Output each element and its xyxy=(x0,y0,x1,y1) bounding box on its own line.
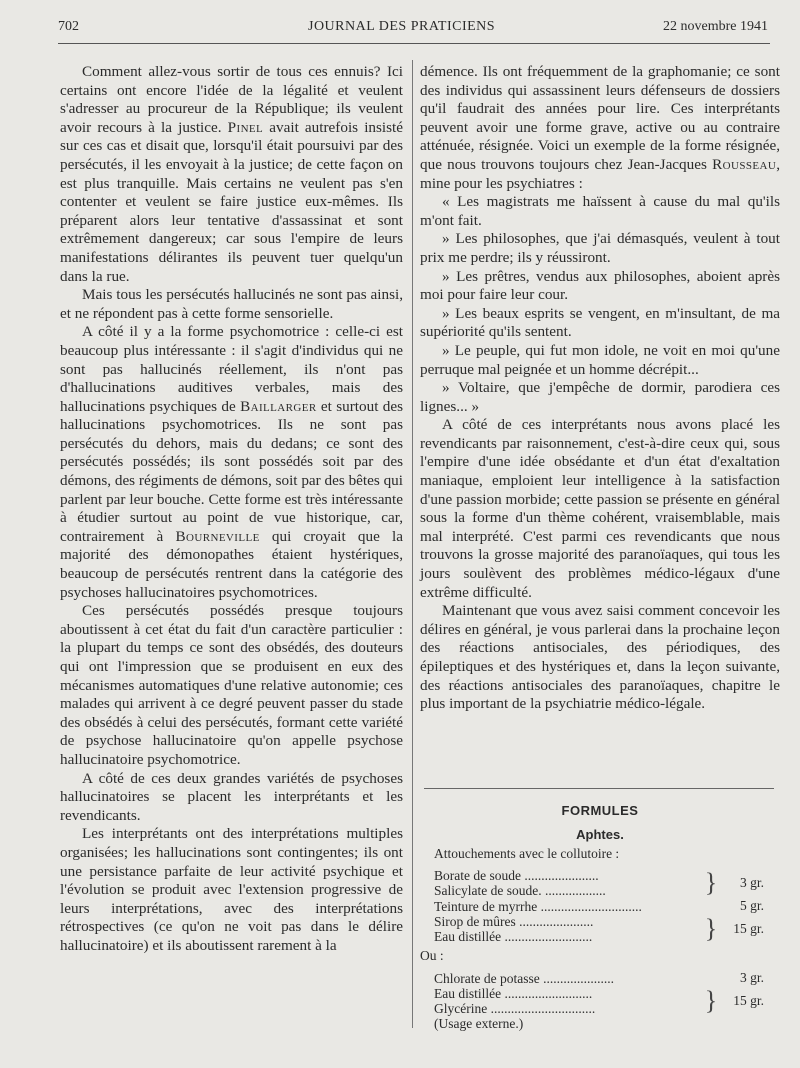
issue-date: 22 novembre 1941 xyxy=(663,19,768,34)
author-name: Rousseau xyxy=(712,155,777,173)
quote-line: » Voltaire, que j'empêche de dormir, parodiera ces lignes... » xyxy=(420,379,780,415)
section-rule xyxy=(424,788,774,789)
brace: } xyxy=(704,986,718,1015)
page-number: 702 xyxy=(58,19,79,34)
formula-group xyxy=(434,970,780,986)
formula-item: Sirop de mûres ...................... xyxy=(434,914,594,929)
page-header xyxy=(58,17,768,39)
formula-group xyxy=(434,914,780,944)
formula-quantity: 5 gr. xyxy=(739,898,764,913)
formula-quantity: 3 gr. xyxy=(739,970,764,985)
section-title: FORMULES xyxy=(561,803,639,818)
formula-item: Glycérine ............................... xyxy=(434,1001,596,1016)
quote-line: » Les prêtres, vendus aux philosophes, aboient après moi pour faire leur cour. xyxy=(420,267,780,304)
section-subtitle: Aphtes. xyxy=(576,827,624,842)
formula-quantity: 15 gr. xyxy=(733,921,764,936)
formula-item: Eau distillée .......................... xyxy=(434,986,593,1001)
paragraph: A côté il y a la forme psychomotrice : celle-ci est beaucoup plus intéressante : il s'agit d'individus qui ne sont pas hallucinés réellement, ils n'ont pas d'hallucinations auditives verbales, mais des hallucinations psychiques de Baillarger et surtout des hallucinations psychomotrices. Ils ne sont pas persécutés du dehors, mais du dedans; ce sont des persécutés possédés; ils sont possédés soit par des démons, des régiments de démons, soit par des bêtes qui parlent par leur bouche. Cette forme est très intéressante à étudier surtout au point de vue historique, car, contrairement à Bourneville qui croyait que la majorité des démonopathes étaient hystériques, beaucoup de persécutés rentrent dans la catégorie des psychoses hallucinatoires psychomotrices. xyxy=(60,323,404,601)
alternative-label: Ou : xyxy=(420,948,444,963)
quote-line: » Les beaux esprits se vengent, en m'insultant, de ma supériorité qu'ils sentent. xyxy=(420,304,780,341)
paragraph: Les interprétants ont des interprétations multiples organisées; les hallucinations sont contingentes; ils ont une persistance parfaite de leur activité psychique et l'évolution se produit avec l'extension progressive de leurs interprétations, avec des interprétations rétrospectives (ce qu'on ne voit pas dans le délire hallucinatoire) et ils aboutissent rarement à la xyxy=(60,825,403,954)
paragraph: Mais tous les persécutés hallucinés ne sont pas ainsi, et ne répondent pas à cette forme sensorielle. xyxy=(60,286,403,322)
formula-quantity: 15 gr. xyxy=(733,993,764,1008)
paragraph: Ces persécutés possédés presque toujours aboutissent à cet état du fait d'un caractère particulier : la plupart du temps ce sont des obsédés, des douteurs qui ont l'impression que se produisent en eux des mécanismes automatiques d'une relative autonomie; ces malades qui arrivent à ce degré peuvent passer du stade des obsédés à celui des persécutés, formant cette variété de psychose hallucinatoire qu'on appelle psychose hallucinatoire psychomotrice. xyxy=(60,602,403,768)
paragraph: A côté de ces deux grandes variétés de psychoses hallucinatoires se placent les interprétants et les revendicants. xyxy=(60,769,403,824)
left-column xyxy=(60,63,403,956)
quote-line: » Les philosophes, que j'ai démasqués, veulent à tout prix me perdre; ils y réussiront. xyxy=(420,230,780,266)
formules-section xyxy=(420,788,780,1032)
paragraph: A côté de ces interprétants nous avons placé les revendicants par raisonnement, c'est-à-dire ceux qui, sous l'empire d'une idée obsédante et d'un état d'exaltation maniaque, emploient leur intelligence à la satisfaction d'une passion morbide; cette passion se présente en général sous la forme d'un thème cohérent, vraisemblable, mais mal interprété. C'est parmi ces revendicants que nous trouvons la grosse majorité des paranoïaques, qui tous les jours soulèvent des problèmes médico-légaux d'une extrême difficulté. xyxy=(420,416,780,601)
formula-item: Borate de soude ...................... xyxy=(434,868,599,883)
quote-line: » Le peuple, qui fut mon idole, ne voit en moi qu'une perruque mal peignée et un homme décrépit... xyxy=(420,341,780,378)
formula-quantity: 3 gr. xyxy=(739,875,764,890)
usage-note: (Usage externe.) xyxy=(434,1016,524,1031)
author-name: Bourneville xyxy=(175,527,260,545)
right-column xyxy=(420,63,780,714)
formula-item: Teinture de myrrhe .............................. xyxy=(434,898,642,914)
paragraph: Comment allez-vous sortir de tous ces ennuis? Ici certains ont encore l'idée de la légalité et veulent s'adresser au procureur de la République; ils veulent avoir recours à la justice. Pinel avait autrefois insisté sur ces cas et disait que, lorsqu'il était poursuivi par des persécutés, il les envoyait à la justice; de cette façon on est plus tranquille. Mais certains ne veulent pas s'en contenter et veulent se faire justice eux-mêmes. Ils préparent alors leur tentative d'assassinat et sont extrêmement dangereux; car sous l'empire de leurs manifestations délirantes ils peuvent tuer quelqu'un dans la rue. xyxy=(60,63,404,285)
brace: } xyxy=(704,914,718,943)
formula-item: Eau distillée .......................... xyxy=(434,929,593,944)
column-divider xyxy=(412,60,413,1028)
author-name: Baillarger xyxy=(240,397,317,415)
formula-intro: Attouchements avec le collutoire : xyxy=(434,846,620,861)
header-rule xyxy=(58,43,770,44)
formula-group xyxy=(434,986,780,1016)
formula-item: Salicylate de soude. .................. xyxy=(434,883,606,898)
author-name: Pinel xyxy=(227,118,264,136)
paragraph: Maintenant que vous avez saisi comment concevoir les délires en général, je vous parlerai dans la prochaine leçon des réactions antisociales, des périodiques, des épileptiques et des hystériques et, dans la leçon suivante, des réactions antisociales des paranoïaques, chapitre le plus important de la psychiatrie médico-légale. xyxy=(420,602,780,713)
paragraph: démence. Ils ont fréquemment de la graphomanie; ce sont des individus qui assassinent leurs défenseurs de dossiers qu'il faudrait des années pour lire. Ces interprétants peuvent avoir une forme grave, active ou au contraire atténuée, résignée. Voici un exemple de la forme résignée, que nous trouvons toujours chez Jean-Jacques Rousseau, mine pour les psychiatres : xyxy=(420,63,780,192)
formula-group xyxy=(434,868,780,898)
formula-group xyxy=(434,898,780,914)
brace: } xyxy=(704,868,718,897)
journal-title: JOURNAL DES PRATICIENS xyxy=(308,19,496,34)
formula-item: Chlorate de potasse ..................... xyxy=(434,970,614,986)
quote-line: « Les magistrats me haïssent à cause du mal qu'ils m'ont fait. xyxy=(420,193,780,229)
